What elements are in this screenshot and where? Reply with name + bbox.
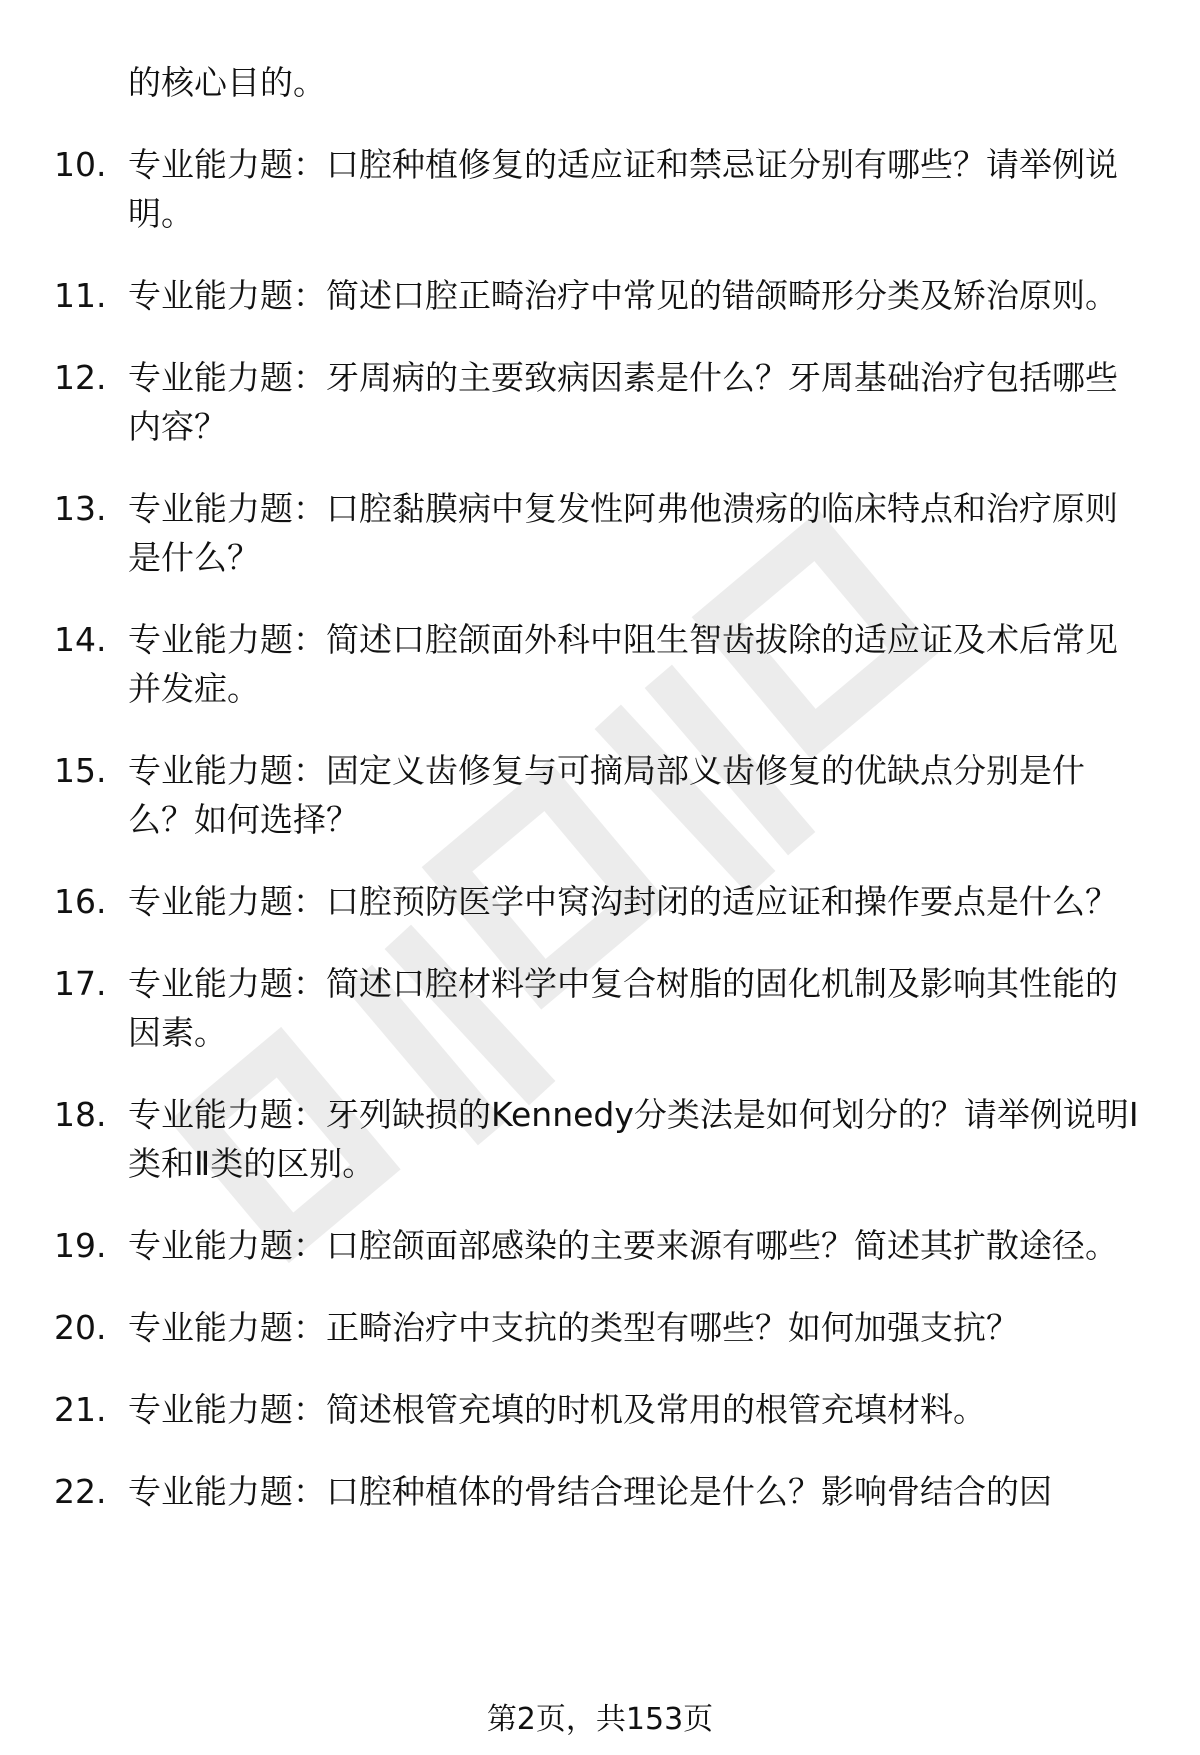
question-item xyxy=(0,353,1200,451)
question-item xyxy=(0,959,1200,1057)
question-number: 17. xyxy=(54,964,107,1003)
question-text: 专业能力题：口腔预防医学中窝沟封闭的适应证和操作要点是什么？ xyxy=(128,882,1118,921)
question-number: 19. xyxy=(54,1226,107,1265)
question-number: 14. xyxy=(54,620,107,659)
question-text: 专业能力题：简述口腔颌面外科中阻生智齿拔除的适应证及术后常见并发症。 xyxy=(128,620,1118,708)
question-number: 11. xyxy=(54,276,107,315)
question-text: 专业能力题：牙周病的主要致病因素是什么？牙周基础治疗包括哪些内容？ xyxy=(128,358,1118,446)
question-item xyxy=(0,1467,1200,1516)
question-number: 13. xyxy=(54,489,107,528)
question-list xyxy=(0,140,1200,1549)
continuation-text: 的核心目的。 xyxy=(128,63,326,102)
question-item xyxy=(0,271,1200,320)
question-number: 16. xyxy=(54,882,107,921)
question-number: 10. xyxy=(54,145,107,184)
question-number: 22. xyxy=(54,1472,107,1511)
question-item xyxy=(0,484,1200,582)
page-footer: 第2页，共153页 xyxy=(486,1702,714,1737)
question-item xyxy=(0,877,1200,926)
question-text: 专业能力题：正畸治疗中支抗的类型有哪些？如何加强支抗？ xyxy=(128,1308,1019,1347)
question-text: 专业能力题：口腔种植修复的适应证和禁忌证分别有哪些？请举例说明。 xyxy=(128,145,1118,233)
question-item xyxy=(0,1385,1200,1434)
question-number: 15. xyxy=(54,751,107,790)
question-text: 专业能力题：口腔种植体的骨结合理论是什么？影响骨结合的因 xyxy=(128,1472,1052,1511)
question-text: 专业能力题：口腔颌面部感染的主要来源有哪些？简述其扩散途径。 xyxy=(128,1226,1118,1265)
question-number: 21. xyxy=(54,1390,107,1429)
question-item xyxy=(0,746,1200,844)
question-item xyxy=(0,1303,1200,1352)
question-item xyxy=(0,1221,1200,1270)
question-text: 专业能力题：简述口腔正畸治疗中常见的错颌畸形分类及矫治原则。 xyxy=(128,276,1118,315)
question-item xyxy=(0,140,1200,238)
question-number: 20. xyxy=(54,1308,107,1347)
question-number: 12. xyxy=(54,358,107,397)
question-text: 专业能力题：简述口腔材料学中复合树脂的固化机制及影响其性能的因素。 xyxy=(128,964,1118,1052)
question-number: 18. xyxy=(54,1095,107,1134)
question-item xyxy=(0,1090,1200,1188)
question-text: 专业能力题：口腔黏膜病中复发性阿弗他溃疡的临床特点和治疗原则是什么？ xyxy=(128,489,1118,577)
question-text: 专业能力题：简述根管充填的时机及常用的根管充填材料。 xyxy=(128,1390,986,1429)
question-text: 专业能力题：固定义齿修复与可摘局部义齿修复的优缺点分别是什么？如何选择？ xyxy=(128,751,1085,839)
question-item xyxy=(0,615,1200,713)
question-text: 专业能力题：牙列缺损的Kennedy分类法是如何划分的？请举例说明Ⅰ类和Ⅱ类的区别。 xyxy=(128,1095,1139,1183)
